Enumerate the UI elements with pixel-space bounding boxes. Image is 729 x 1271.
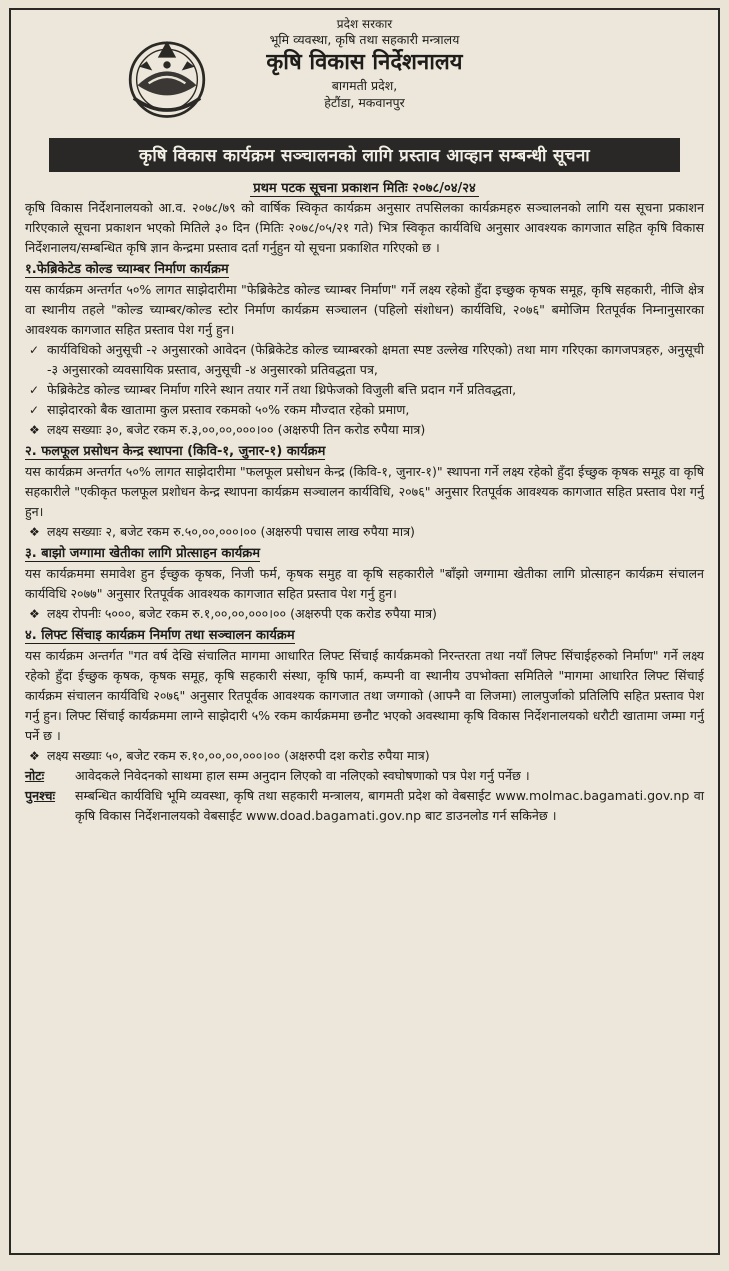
- intro-paragraph: कृषि विकास निर्देशनालयको आ.व. २०७८/७९ को वार्षिक स्विकृत कार्यक्रम अनुसार तपसिलका कार्यक्रमहरु सञ्चालनको लागि यस सूचना प्रकाशन गरिएकाले सूचना प्रकाशन भएको मितिले ३० दिन (मितिः २०७८/०५/२१ गते) भित्र स्विकृत कार्यविधि अनुसार आवश्यक कागजात सहित कृषि विकास निर्देशनालय/सम्बन्धित कृषि ज्ञान केन्द्रमा प्रस्ताव दर्ता गर्नुहुन यो सूचना प्रकाशित गरिएको छ ।: [25, 200, 704, 255]
- addendum: [25, 786, 704, 826]
- requirement-item: [25, 340, 704, 380]
- section-title: [25, 442, 704, 462]
- section-body: यस कार्यक्रम अन्तर्गत "गत वर्ष देखि संचालित मागमा आधारित लिफ्ट सिंचाई कार्यक्रमको निरन्तरता तथा नयाँ लिफ्ट सिंचाईहरुको निर्माण" गर्ने लक्ष्य रहेको हुँदा ईच्छुक कृषक, कृषक समूह, कृषि सहकारी संस्था, कृषि फार्म, कम्पनी वा स्थानीय उपभोक्ता समितिले "मागमा आधारित लिफ्ट सिंचाई कार्यक्रम संचालन कार्यविधि २०७६" अनुसार रितपूर्वक आवश्यक कागजात तथा जग्गाको (आफ्नै वा लिजमा) लालपुर्जाको प्रतिलिपि सहित प्रस्ताव पेश गर्नु हुन। लिफ्ट सिंचाई कार्यक्रममा लाग्ने साझेदारी ५% रकम कार्यक्रममा छनौट भएको अवस्थामा कृषि विकास निर्देशनालयको धरौटी खातामा जम्मा गर्नु पर्ने छ ।: [25, 648, 704, 743]
- note-text: आवेदकले निवेदनको साथमा हाल सम्म अनुदान लिएको वा नलिएको स्वघोषणाको पत्र पेश गर्नु पर्नेछ ।: [75, 768, 530, 783]
- publication-date-text: प्रथम पटक सूचना प्रकाशन मितिः २०७८/०४/२४: [250, 181, 479, 197]
- requirement-text: साझेदारको बैक खातामा कुल प्रस्ताव रकमको ५०% रकम मौज्दात रहेको प्रमाण,: [47, 402, 410, 417]
- notice-page: [9, 8, 720, 1255]
- check-icon: ✓: [29, 403, 40, 417]
- target-text: लक्ष्य सख्याः २, बजेट रकम रु.५०,००,०००।०० (अक्षरुपी पचास लाख रुपैया मात्र): [47, 524, 415, 539]
- notice-title-banner: कृषि विकास कार्यक्रम सञ्चालनको लागि प्रस्ताव आव्हान सम्बन्धी सूचना: [49, 138, 680, 172]
- government-emblem-icon: [121, 30, 213, 122]
- requirement-text: कार्यविधिको अनुसूची -२ अनुसारको आवेदन (फेब्रिकेटेड कोल्ड च्याम्बरको क्षमता स्पष्ट उल्लेख गरिएको) तथा माग गरिएका कागजपत्रहरु, अनुसूची -३ अनुसारको व्यवसायिक प्रस्ताव, अनुसूची -४ अनुसारको प्रतिवद्धता पत्र,: [47, 342, 704, 377]
- letterhead: [25, 14, 704, 136]
- diamond-bullet-icon: ❖: [29, 423, 40, 437]
- section-body: यस कार्यक्रम अन्तर्गत ५०% लागत साझेदारीमा "फेब्रिकेटेड कोल्ड च्याम्बर निर्माण" गर्ने लक्ष्य रहेको हुँदा इच्छुक कृषक समूह, कृषि सहकारी, नीजि क्षेत्र वा स्थानीय तहले "कोल्ड च्याम्बर/कोल्ड स्टोर निर्माण कार्यक्रम सञ्चालन (पहिलो संशोधन) कार्यविधि, २०७६" बमोजिम रितपूर्वक निम्नानुसारका आवश्यक कागजात सहित प्रस्ताव पेश गर्नु हुन।: [25, 282, 704, 337]
- addendum-label: पुनश्चः: [25, 788, 56, 803]
- target-text: लक्ष्य सख्याः ५०, बजेट रकम रु.१०,००,००,०००।०० (अक्षरुपी दश करोड रुपैया मात्र): [47, 748, 430, 763]
- section-title-text: २. फलफूल प्रसोधन केन्द्र स्थापना (किवि-१, जुनार-१) कार्यक्रम: [25, 444, 326, 459]
- section-title: [25, 260, 704, 280]
- publication-date: [25, 178, 704, 196]
- diamond-bullet-icon: ❖: [29, 607, 40, 621]
- section-4: [25, 626, 704, 766]
- section-body: यस कार्यक्रममा समावेश हुन ईच्छुक कृषक, निजी फर्म, कृषक समुह वा कृषि सहकारीले "बाँझो जग्गामा खेतीका लागि प्रोत्साहन कार्यक्रम संचालन कार्यविधि २०७७" अनुसार रितपूर्वक आवश्यक कागजात सहित प्रस्ताव पेश गर्नु हुन।: [25, 566, 704, 601]
- note-label: नोटः: [25, 768, 45, 783]
- province-line: बागमती प्रदेश,: [331, 77, 398, 93]
- section-1: [25, 260, 704, 440]
- check-icon: ✓: [29, 383, 40, 397]
- requirement-item: [25, 380, 704, 400]
- section-title: [25, 626, 704, 646]
- check-icon: ✓: [29, 343, 40, 357]
- section-title: [25, 544, 704, 564]
- diamond-bullet-icon: ❖: [29, 525, 40, 539]
- diamond-bullet-icon: ❖: [29, 749, 40, 763]
- government-line: प्रदेश सरकार: [336, 17, 393, 31]
- target-text: लक्ष्य सख्याः ३०, बजेट रकम रु.३,००,००,०००।०० (अक्षरुपी तिन करोड रुपैया मात्र): [47, 422, 426, 437]
- requirement-text: फेब्रिकेटेड कोल्ड च्याम्बर निर्माण गरिने स्थान तयार गर्ने तथा थ्रिफेजको विजुली बत्ति प्रदान गर्ने प्रतिवद्धता,: [47, 382, 517, 397]
- target-text: लक्ष्य रोपनीः ५०००, बजेट रकम रु.१,००,००,०००।०० (अक्षरुपी एक करोड रुपैया मात्र): [47, 606, 437, 621]
- ministry-line: भूमि व्यवस्था, कृषि तथा सहकारी मन्त्रालय: [269, 32, 460, 48]
- address-line: हेटौंडा, मकवानपुर: [324, 94, 405, 110]
- addendum-text: सम्बन्धित कार्यविधि भूमि व्यवस्था, कृषि तथा सहकारी मन्त्रालय, बागमती प्रदेश को वेबसाईट www.molmac.bagamati.gov.np वा कृषि विकास निर्देशनालयको वेबसाईट www.doad.bagamati.gov.np बाट डाउनलोड गर्न सकिनेछ ।: [75, 788, 704, 823]
- requirement-item: [25, 400, 704, 420]
- section-title-text: ३. बाझो जग्गामा खेतीका लागि प्रोत्साहन कार्यक्रम: [25, 546, 260, 561]
- directorate-title: कृषि विकास निर्देशनालय: [266, 50, 463, 76]
- section-title-text: १.फेब्रिकेटेड कोल्ड च्याम्बर निर्माण कार्यक्रम: [25, 262, 229, 277]
- note: [25, 766, 704, 786]
- section-title-text: ४. लिफ्ट सिंचाइ कार्यक्रम निर्माण तथा सञ्चालन कार्यक्रम: [25, 628, 295, 643]
- target-line: [25, 604, 704, 624]
- target-line: [25, 522, 704, 542]
- section-body: यस कार्यक्रम अन्तर्गत ५०% लागत साझेदारीमा "फलफूल प्रसोधन केन्द्र (किवि-१, जुनार-१)" स्थापना गर्ने लक्ष्य रहेको हुँदा ईच्छुक कृषक समूह वा कृषि सहकारीले "एकीकृत फलफूल प्रशोधन केन्द्र स्थापना कार्यक्रम सञ्चालन कार्यविधि, २०७६" अनुसार रितपूर्वक आवश्यक कागजात सहित प्रस्ताव पेश गर्नु हुन।: [25, 464, 704, 519]
- section-3: [25, 544, 704, 624]
- target-line: [25, 746, 704, 766]
- section-2: [25, 442, 704, 542]
- target-line: [25, 420, 704, 440]
